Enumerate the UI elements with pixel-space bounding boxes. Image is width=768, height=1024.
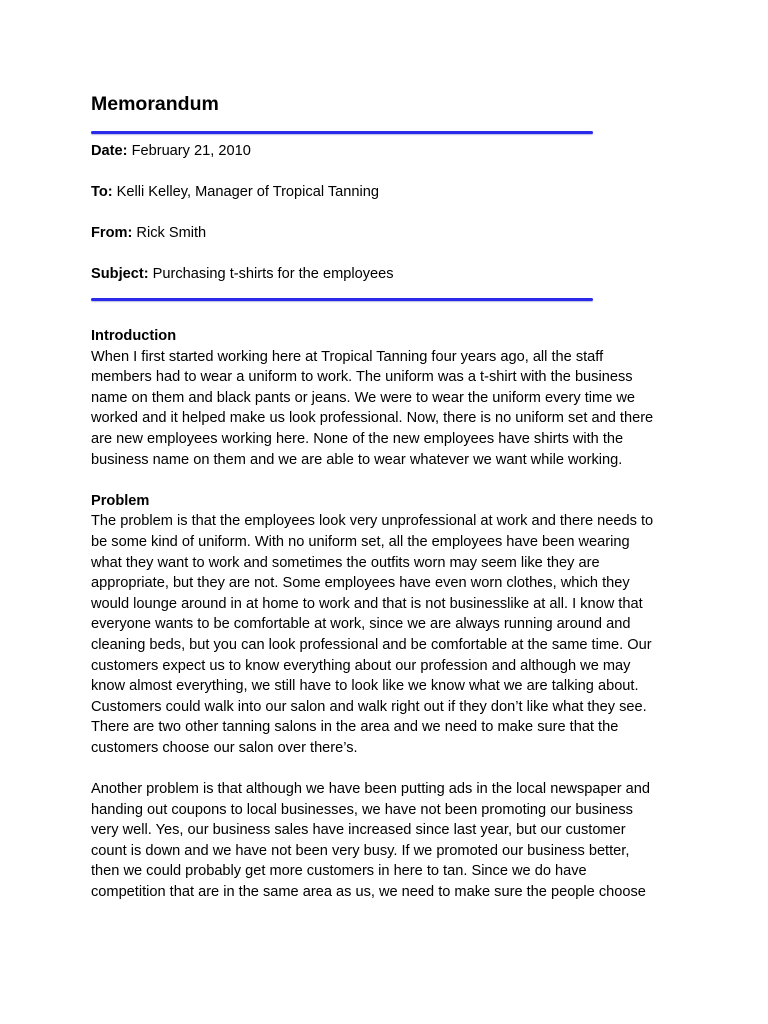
paragraph-line: what they want to work and sometimes the outfits worn may seem like they are <box>91 554 600 571</box>
memo-title: Memorandum <box>91 93 219 115</box>
from-field <box>91 223 683 243</box>
subject-label: Subject: <box>91 266 149 282</box>
paragraph-line: everyone wants to be comfortable at work, since we are always running around and <box>91 616 631 633</box>
header-divider-top <box>91 131 593 134</box>
to-field <box>91 182 683 202</box>
paragraph-line: then we could probably get more customers in here to tan. Since we do have <box>91 863 587 880</box>
paragraph-line: be some kind of uniform. With no uniform set, all the employees have been wearing <box>91 533 630 550</box>
from-value: Rick Smith <box>136 225 207 241</box>
paragraph-line: The problem is that the employees look very unprofessional at work and there needs to <box>91 513 654 530</box>
to-value: Kelli Kelley, Manager of Tropical Tanning <box>116 184 379 200</box>
paragraph-line: name on them and black pants or jeans. We were to wear the uniform every time we <box>91 389 636 406</box>
paragraph-line: are new employees working here. None of the new employees have shirts with the <box>91 430 624 447</box>
paragraph-line: very well. Yes, our business sales have increased since last year, but our customer <box>91 822 626 839</box>
paragraph-line: know almost everything, we still have to look like we know what we are talking about. <box>91 678 639 695</box>
problem-paragraph-1 <box>91 511 683 758</box>
paragraph-line: When I first started working here at Tropical Tanning four years ago, all the staff <box>91 348 604 365</box>
to-label: To: <box>91 184 113 200</box>
problem-heading: Problem <box>91 492 150 509</box>
paragraph-line: competition that are in the same area as us, we need to make sure the people choose <box>91 884 646 901</box>
paragraph-line: customers expect us to know everything about our profession and although we may <box>91 657 631 674</box>
paragraph-line: would lounge around in at home to work and that is not businesslike at all. I know that <box>91 595 643 612</box>
subject-field <box>91 264 683 284</box>
problem-paragraph-2 <box>91 779 683 903</box>
header-divider-bottom <box>91 298 593 301</box>
paragraph-line: customers choose our salon over there’s. <box>91 739 358 756</box>
paragraph-line: handing out coupons to local businesses, we have not been promoting our business <box>91 801 633 818</box>
paragraph-spacer <box>91 758 683 779</box>
paragraph-line: appropriate, but they are not. Some employees have even worn clothes, which they <box>91 575 630 592</box>
subject-value: Purchasing t-shirts for the employees <box>152 266 394 282</box>
paragraph-line: members had to wear a uniform to work. The uniform was a t-shirt with the business <box>91 369 633 386</box>
date-label: Date: <box>91 143 128 159</box>
from-label: From: <box>91 225 133 241</box>
paragraph-line: cleaning beds, but you can look professional and be comfortable at the same time. Our <box>91 636 652 653</box>
paragraph-line: business name on them and we are able to wear whatever we want while working. <box>91 451 623 468</box>
date-field <box>91 141 683 161</box>
paragraph-line: count is down and we have not been very busy. If we promoted our business better, <box>91 842 630 859</box>
introduction-paragraph <box>91 347 683 471</box>
date-value: February 21, 2010 <box>131 143 251 159</box>
paragraph-line: There are two other tanning salons in the area and we need to make sure that the <box>91 719 619 736</box>
introduction-heading: Introduction <box>91 328 177 344</box>
paragraph-line: Another problem is that although we have been putting ads in the local newspaper and <box>91 781 650 798</box>
paragraph-line: Customers could walk into our salon and walk right out if they don’t like what they see. <box>91 698 647 715</box>
paragraph-line: worked and it helped make us look professional. Now, there is no uniform set and there <box>91 410 654 427</box>
memo-page <box>91 92 683 903</box>
